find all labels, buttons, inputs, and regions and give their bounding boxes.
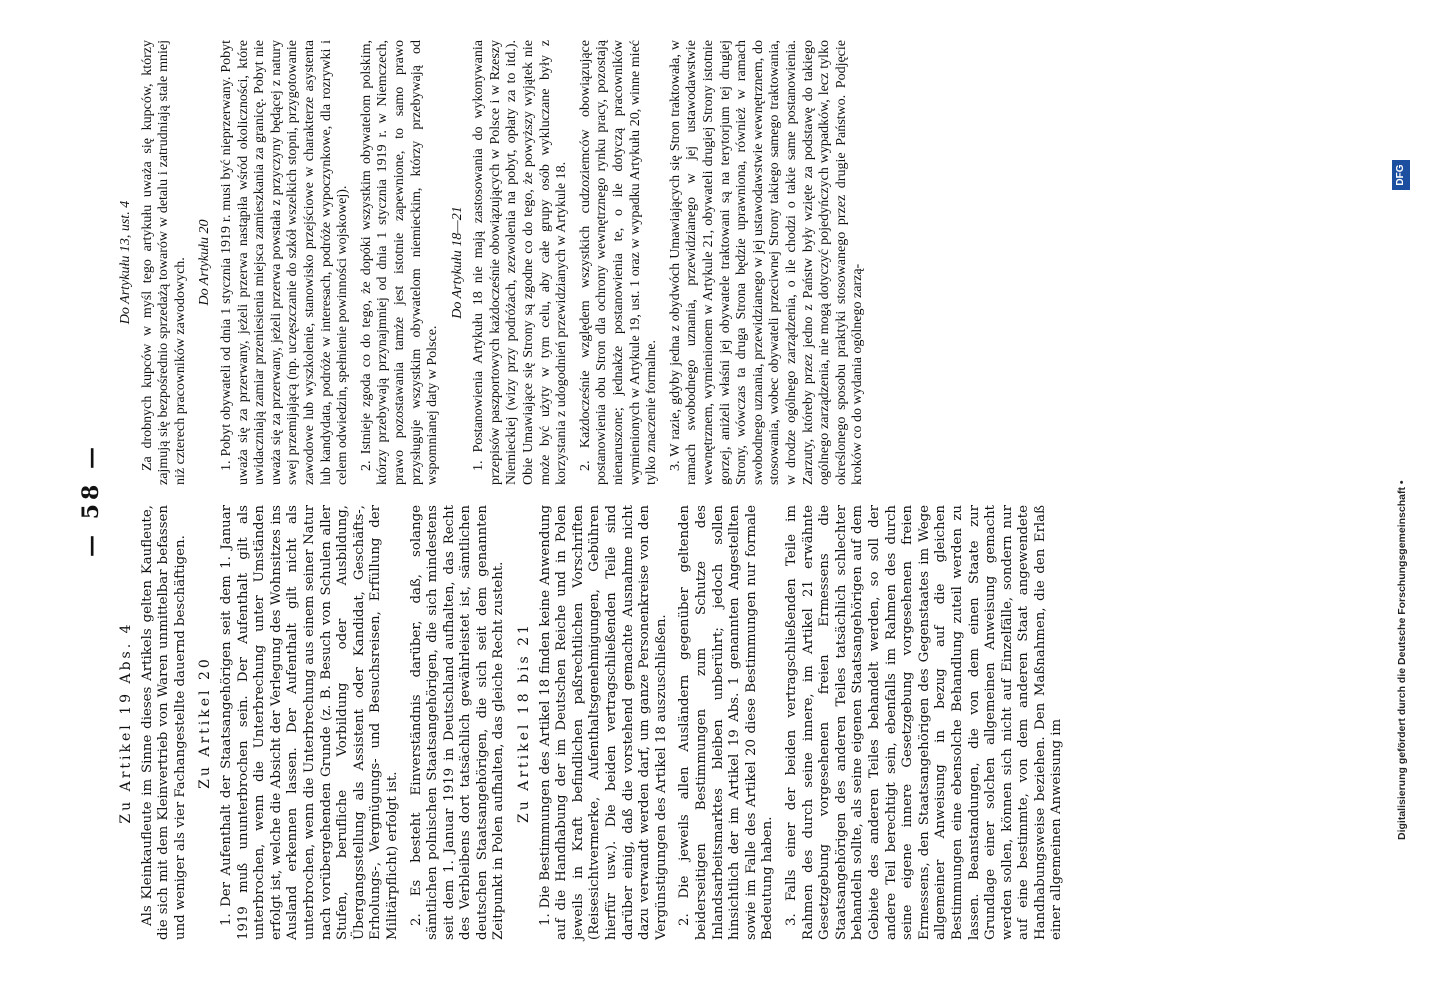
german-paragraph: 1. Der Aufenthalt der Staatsangehörigen seit dem 1. Januar 1919 muß ununterbrochen sein. Der Aufenthalt gilt als unterbrochen, wenn die Unterbrechung unter Umständen erfolgt ist, welche die Absicht der Verlegung des Wohnsitzes ins Ausland erkennen lassen. Der Aufenthalt gilt nicht als unterbrochen, wenn die Unterbrechung aus einem seiner Natur nach vorübergehenden Grunde (z. B. Besuch von Schulen aller Stufen, berufliche Vorbildung oder Ausbildung, Übergangsstellung als Assistent oder Kandidat, Geschäfts-, Erholungs-, Vergnügungs- und Besuchsreisen, Erfüllung der Militärpflicht) erfolgt ist. [218, 505, 400, 940]
dfg-logo: DFG [1392, 160, 1410, 190]
polish-paragraph: 2. Każdocześnie względem wszystkich cudzoziemców obowiązujące postanowienia obu Stron dla ochrony wewnętrznego rynku pracy, pozostają nienaruszone; jednakże postanowienia te, o ile dotyczą pracowników wymienionych w Artykule 19, ust. 1 oraz w wypadku Artykułu 20, winne mieć tylko znaczenie formalne. [577, 40, 660, 485]
polish-paragraph: 1. Postanowienia Artykułu 18 nie mają zastosowania do wykonywania przepisów paszportowych każdocześnie obowiązujących w Polsce i w Rzeszy Niemieckiej (wizy przy podróżach, zezwolenia na pobyt, opłaty za to itd.). Obie Umawiające się Strony są zgodne co do tego, że powyższy wyjątek nie może być użyty w tym celu, aby całe grupy osób wykluczane były z korzystania z udogodnień przewidzianych w Artykule 18. [471, 40, 570, 485]
polish-heading-art13: Do Artykułu 13, ust. 4 [118, 200, 133, 325]
polish-column [110, 40, 874, 485]
page-number: — 58 — [78, 443, 104, 557]
polish-heading-art20: Do Artykułu 20 [197, 219, 213, 306]
german-heading-art18-21: Zu Artikel 18 bis 21 [516, 622, 533, 823]
polish-paragraph: Za drobnych kupców w myśl tego artykułu uważa się kupców, którzy zajmują się bezpośrednio sprzedażą towarów w detalu i zatrudniają stale mniej niż czterech pracowników zawodowych. [139, 40, 188, 485]
german-paragraph: 1. Die Bestimmungen des Artikel 18 finden keine Anwendung auf die Handhabung der im Deutschen Reiche und in Polen jeweils in Kraft befindlichen paßrechtlichen Vorschriften (Reisesichtvermerke, Aufenthaltsgenehmigungen, Gebühren hierfür usw.). Die beiden vertragschließenden Teile sind darüber einig, daß die vorstehend gemachte Ausnahme nicht dazu verwandt werden darf, um ganze Personenkreise von den Vergünstigungen des Artikel 18 auszuschließen. [537, 505, 669, 940]
german-paragraph: 2. Es besteht Einverständnis darüber, daß, solange sämtlichen polnischen Staatsangehörigen, die sich mindestens seit dem 1. Januar 1919 in Deutschland aufhalten, das Recht des Verbleibens dort tatsächlich gewährleistet ist, sämtlichen deutschen Staatsangehörigen, die sich seit dem genannten Zeitpunkt in Polen aufhalten, das gleiche Recht zusteht. [408, 505, 507, 940]
german-heading-art20: Zu Artikel 20 [197, 656, 214, 789]
polish-heading-art18-21: Do Artykułu 18—21 [449, 206, 465, 319]
credit-text: Digitalisierung gefördert durch die Deutsche Forschungsgemeinschaft • [1396, 480, 1408, 840]
digitization-credit [1390, 160, 1418, 840]
german-column [110, 505, 1073, 940]
german-paragraph: Als Kleinkaufleute im Sinne dieses Artikels gelten Kaufleute, die sich mit dem Kleinvertrieb von Waren unmittelbar befassen und weniger als vier Fachangestellte dauernd beschäftigen. [139, 505, 188, 940]
german-heading-art19: Zu Artikel 19 Abs. 4 [118, 621, 134, 824]
polish-paragraph: 2. Istnieje zgoda co do tego, że dopóki wszystkim obywatelom polskim, którzy przebywają przynajmniej od dnia 1 stycznia 1919 r. w Niemczech, prawo pozostawania tamże jest istotnie zapewnione, to samo prawo przysługuje wszystkim obywatelom niemieckim, którzy przebywają od wspomnianej daty w Polsce. [358, 40, 441, 485]
polish-paragraph: 1. Pobyt obywateli od dnia 1 stycznia 1919 r. musi być nieprzerwany. Pobyt uważa się za przerwany, jeżeli przerwa nastąpiła wśród okoliczności, które uwidaczniają zamiar przeniesienia miejsca zamieszkania za granicę. Pobyt nie uważa się za przerwany, jeżeli przerwa powstała z przyczyny będącej z natury swej przemijającą (np. uczęszczanie do szkół wszelkich stopni, przygotowanie zawodowe lub wyszkolenie, stanowisko przejściowe w charakterze asystenta lub kandydata, podróże w interesach, podróże wypoczynkowe, dla rozrywki i celem odwiedzin, spełnienie powinności wojskowej). [218, 40, 351, 485]
german-paragraph: 2. Die jeweils allen Ausländern gegenüber geltenden beiderseitigen Bestimmungen zum Schutze des Inlandsarbeitsmarktes bleiben unberührt; jedoch sollen hinsichtlich der im Artikel 19 Abs. 1 genannten Angestellten sowie im Falle des Artikel 20 diese Bestimmungen nur formale Bedeutung haben. [677, 505, 776, 940]
german-paragraph: 3. Falls einer der beiden vertragschließenden Teile im Rahmen des durch seine innere, im Artikel 21 erwähnte Gesetzgebung vorgesehenen freien Ermessens die Staatsangehörigen des anderen Teiles tatsächlich schlechter behandeln sollte, als seine eigenen Staatsangehörigen auf dem Gebiete des anderen Teiles behandelt werden, so soll der andere Teil berechtigt sein, ebenfalls im Rahmen des durch seine eigene innere Gesetzgebung vorgesehenen freien Ermessens, den Staatsangehörigen des Gegenstaates im Wege allgemeiner Anweisung in bezug auf die gleichen Bestimmungen eine ebensolche Behandlung zuteil werden zu lassen. Beanstandungen, die von dem einen Staate zur Grundlage einer solchen allgemeinen Anweisung gemacht werden sollen, können sich nicht auf Einzelfälle, sondern nur auf eine bestimmte, von dem anderen Staat angewendete Handhabungsweise beziehen. Den Maßnahmen, die den Erlaß einer allgemeinen Anweisung im [783, 505, 1065, 940]
polish-paragraph: 3. W razie, gdyby jedna z obydwóch Umawiających się Stron traktowała, w ramach swobodnego uznania, przewidzianego w jej ustawodawstwie wewnętrznem, wymienionem w Artykule 21, obywateli drugiej Strony istotnie gorzej, aniżeli właśni jej obywatele traktowani są na terytorjum tej drugiej Strony, wówczas ta druga Strona będzie uprawniona, również w ramach swobodnego uznania, przewidzianego w jej ustawodawstwie wewnętrznem, do stosowania, wobec obywateli przeciwnej Strony takiego samego traktowania, w drodze ogólnego zarządzenia, o ile chodzi o takie same postanowienia. Zarzuty, któreby przez jedno z Państw były wzięte za podstawę do takiego ogólnego zarządzenia, nie mogą dotyczyć pojedyńczych wypadków, lecz tylko określonego sposobu praktyki stosowanego przez drugie Państwo. Podjęcie kroków co do wydania ogólnego zarzą- [667, 40, 866, 485]
